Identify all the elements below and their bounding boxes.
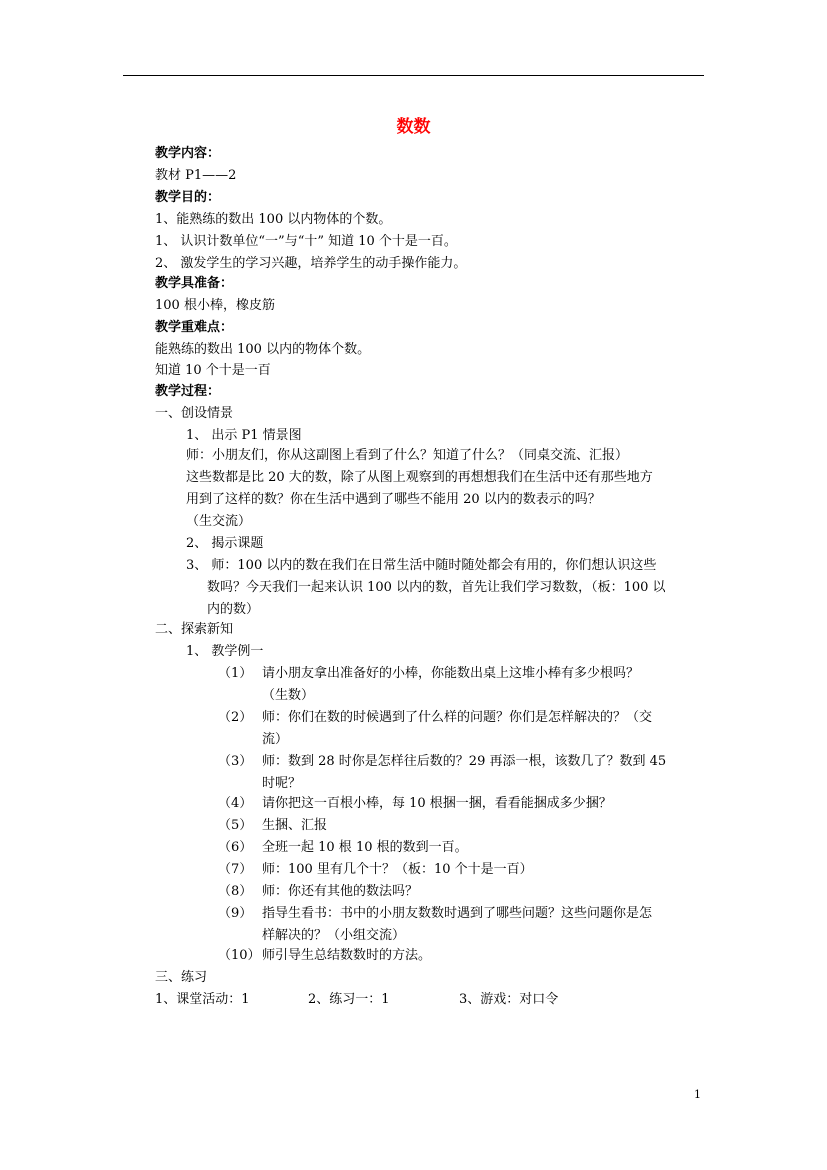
item-number: （6）	[218, 840, 253, 855]
exercise-1: 1、课堂活动：1	[155, 992, 250, 1007]
part1-text-2a: 这些数都是比 20 大的数，除了从图上观察到的再想想我们在生活中还有那些地方	[186, 470, 653, 485]
item-text: 师：你还有其他的数法吗？	[262, 884, 419, 899]
key-point-1: 能熟练的数出 100 以内的物体个数。	[155, 342, 371, 357]
part3-heading: 三、练习	[155, 970, 208, 985]
item-number: （4）	[218, 796, 253, 811]
item-number: （2）	[218, 710, 253, 725]
heading-goals: 教学目的：	[155, 190, 221, 205]
item-number: （9）	[218, 906, 253, 921]
key-point-2: 知道 10 个十是一百	[155, 363, 271, 378]
item-text-continued: 时呢？	[262, 776, 302, 791]
heading-prep: 教学具准备：	[155, 276, 234, 291]
part1-text-2b: 用到了这样的数？你在生活中遇到了哪些不能用 20 以内的数表示的吗？	[186, 492, 601, 507]
exercise-2: 2、练习一：1	[308, 992, 390, 1007]
item-text: 师：数到 28 时你是怎样往后数的？29 再添一根，该数几了？数到 45	[262, 754, 667, 769]
part1-step-1: 1、 出示 P1 情景图	[186, 428, 302, 443]
item-text-continued: 流）	[262, 732, 289, 747]
goal-3: 2、 激发学生的学习兴趣，培养学生的动手操作能力。	[155, 256, 467, 271]
item-text: 请你把这一百根小棒，每 10 根捆一捆，看看能捆成多少捆？	[262, 796, 612, 811]
item-number: （10）	[218, 948, 261, 963]
item-text: 师：你们在数的时候遇到了什么样的问题？你们是怎样解决的？（交	[262, 710, 653, 725]
prep-text: 100 根小棒，橡皮筋	[155, 298, 275, 313]
exercise-3: 3、游戏：对口令	[459, 992, 559, 1007]
part2-heading: 二、探索新知	[155, 622, 234, 637]
part1-step-2: 2、 揭示课题	[186, 536, 264, 551]
item-text: 指导生看书：书中的小朋友数数时遇到了哪些问题？这些问题你是怎	[262, 906, 653, 921]
part1-text-1: 师：小朋友们，你从这副图上看到了什么？知道了什么？（同桌交流、汇报）	[186, 448, 629, 463]
item-number: （7）	[218, 862, 253, 877]
part1-step-3b: 数吗？今天我们一起来认识 100 以内的数，首先让我们学习数数，（板：100 以	[207, 580, 666, 595]
heading-process: 教学过程：	[155, 384, 221, 399]
header-rule	[123, 75, 704, 76]
item-number: （1）	[218, 666, 253, 681]
item-number: （5）	[218, 818, 253, 833]
item-text: 师：100 里有几个十？（板：10 个十是一百）	[262, 862, 533, 877]
goal-1: 1、能熟练的数出 100 以内物体的个数。	[155, 212, 392, 227]
page-number: 1	[694, 1088, 701, 1101]
part2-step-1: 1、 教学例一	[186, 644, 264, 659]
part1-step-3c: 内的数）	[207, 602, 260, 617]
content-text: 教材 P1——2	[155, 168, 237, 183]
item-text-continued: 样解决的？（小组交流）	[262, 928, 406, 943]
part1-text-3: （生交流）	[186, 514, 252, 529]
item-number: （3）	[218, 754, 253, 769]
heading-content: 教学内容：	[155, 146, 221, 161]
item-text: 全班一起 10 根 10 根的数到一百。	[262, 840, 468, 855]
part1-heading: 一、创设情景	[155, 406, 234, 421]
part1-step-3a: 3、 师：100 以内的数在我们在日常生活中随时随处都会有用的，你们想认识这些	[186, 558, 657, 573]
item-text-continued: （生数）	[262, 688, 315, 703]
goal-2: 1、 认识计数单位“一”与“十” 知道 10 个十是一百。	[155, 234, 457, 249]
item-text: 生捆、汇报	[262, 818, 328, 833]
item-number: （8）	[218, 884, 253, 899]
item-text: 请小朋友拿出准备好的小棒，你能数出桌上这堆小棒有多少根吗？	[262, 666, 640, 681]
item-text: 师引导生总结数数时的方法。	[262, 948, 432, 963]
heading-key: 教学重难点：	[155, 320, 234, 335]
document-title: 数数	[396, 117, 431, 137]
